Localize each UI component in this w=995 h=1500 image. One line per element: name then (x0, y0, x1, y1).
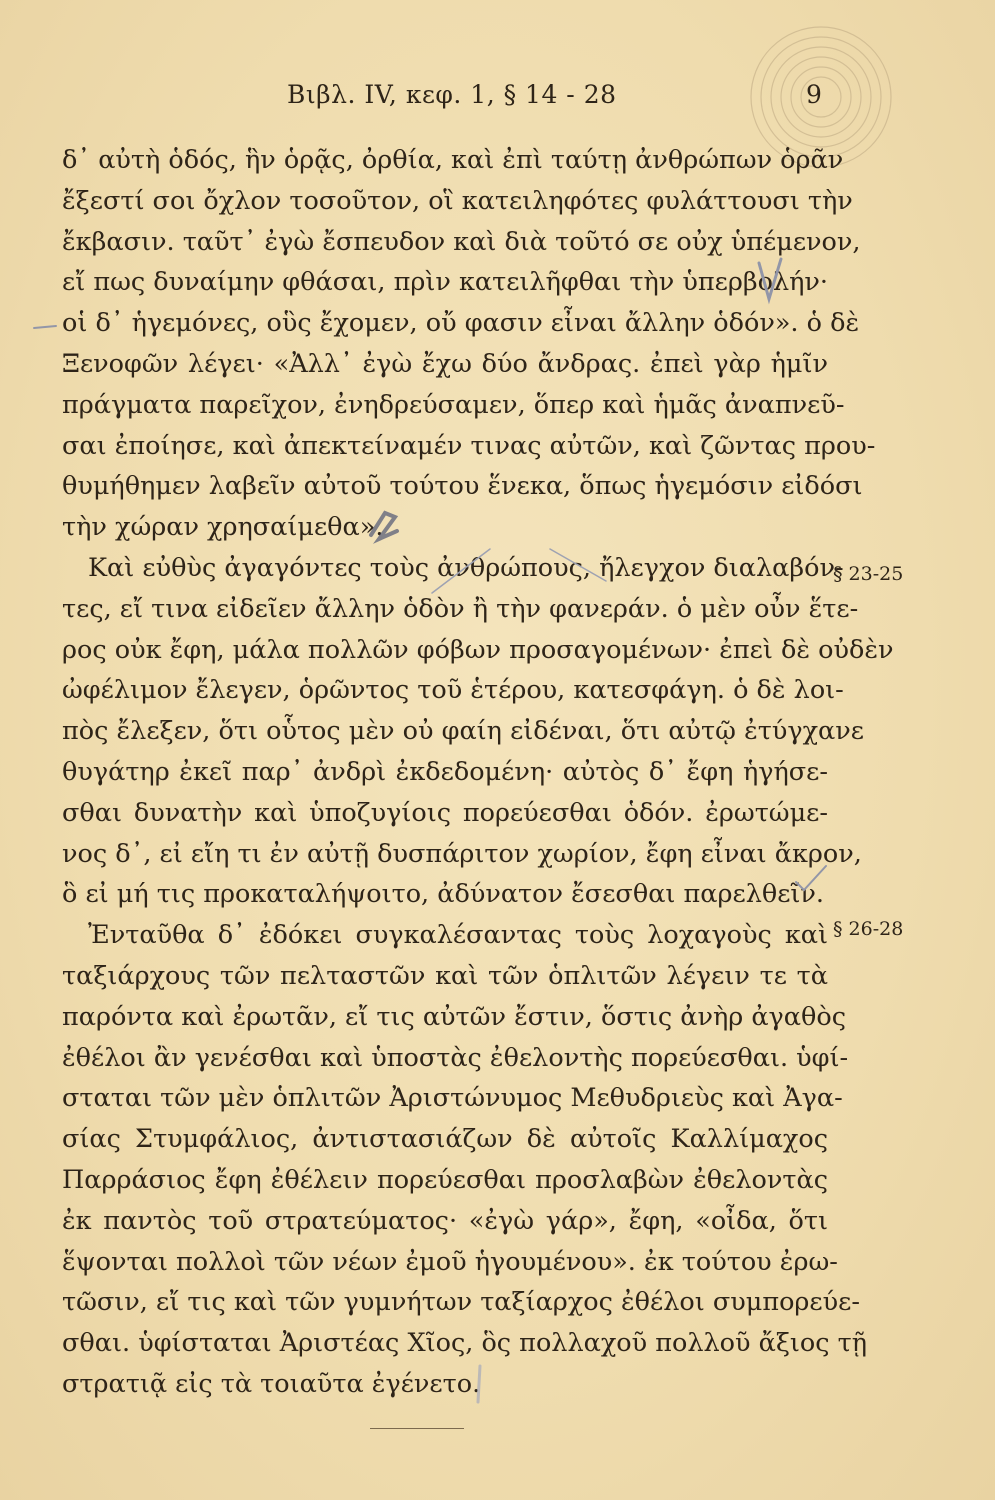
text-line: ὠφέλιμον ἔλεγεν, ὁρῶντος τοῦ ἑτέρου, κατεσφάγη. ὁ δὲ λοι- (62, 675, 844, 706)
text-line: ἔξεστί σοι ὄχλον τοσοῦτον, οἳ κατειληφότες φυλάττουσι τὴν (62, 185, 853, 216)
text-line: ρος οὐκ ἔφη, μάλα πολλῶν φόβων προσαγομένων· ἐπεὶ δὲ οὐδὲν (62, 634, 894, 665)
text-line: σίας Στυμφάλιος, ἀντιστασιάζων δὲ αὐτοῖς Καλλίμαχος (62, 1124, 828, 1155)
text-line: πὸς ἔλεξεν, ὅτι οὗτος μὲν οὐ φαίη εἰδέναι, ὅτι αὐτῷ ἐτύγχανε (62, 716, 864, 747)
text-line: ἕψονται πολλοὶ τῶν νέων ἐμοῦ ἡγουμένου». ἐκ τούτου ἐρω- (62, 1246, 838, 1277)
pencil-stroke-icon (32, 316, 60, 336)
text-line: οἱ δ᾽ ἡγεμόνες, οὓς ἔχομεν, οὔ φασιν εἶναι ἄλλην ὁδόν». ὁ δὲ (62, 308, 860, 339)
running-title: Βιβλ. IV, κεφ. 1, § 14 - 28 (287, 80, 617, 109)
text-line: εἴ πως δυναίμην φθάσαι, πρὶν κατειλῆφθαι τὴν ὑπερβολήν· (62, 267, 828, 298)
text-line: παρόντα καὶ ἐρωτᾶν, εἴ τις αὐτῶν ἔστιν, ὅστις ἀνὴρ ἀγαθὸς (62, 1001, 846, 1032)
text-line: θυμήθημεν λαβεῖν αὐτοῦ τούτου ἕνεκα, ὅπως ἡγεμόσιν εἰδόσι (62, 471, 863, 502)
text-line: ταξιάρχους τῶν πελταστῶν καὶ τῶν ὁπλιτῶν λέγειν τε τὰ (62, 960, 828, 991)
page-number: 9 (806, 80, 822, 109)
text-line: τῶσιν, εἴ τις καὶ τῶν γυμνήτων ταξίαρχος ἐθέλοι συμπορεύε- (62, 1287, 860, 1318)
text-line: σθαι δυνατὴν καὶ ὑποζυγίοις πορεύεσθαι ὁδόν. ἐρωτώμε- (62, 797, 828, 828)
text-line: σαι ἐποίησε, καὶ ἀπεκτείναμέν τινας αὐτῶν, καὶ ζῶντας πρου- (62, 430, 876, 461)
text-line: Καὶ εὐθὺς ἀγαγόντες τοὺς ἀνθρώπους, ἤλεγχον διαλαβόν- (88, 552, 844, 583)
text-line: θυγάτηρ ἐκεῖ παρ᾽ ἀνδρὶ ἐκδεδομένη· αὐτὸς δ᾽ ἔφη ἡγήσε- (62, 756, 828, 787)
text-line: ἐθέλοι ἂν γενέσθαι καὶ ὑποστὰς ἐθελοντὴς πορεύεσθαι. ὑφί- (62, 1042, 849, 1073)
text-line: ἔκβασιν. ταῦτ᾽ ἐγὼ ἔσπευδον καὶ διὰ τοῦτό σε οὐχ ὑπέμενον, (62, 226, 861, 257)
text-line: Ξενοφῶν λέγει· «Ἀλλ᾽ ἐγὼ ἔχω δύο ἄνδρας. ἐπεὶ γὰρ ἡμῖν (62, 348, 828, 379)
margin-note-23-25: § 23-25 (833, 563, 904, 585)
text-line: Ἐνταῦθα δ᾽ ἐδόκει συγκαλέσαντας τοὺς λοχαγοὺς καὶ (88, 920, 828, 951)
text-line: σταται τῶν μὲν ὁπλιτῶν Ἀριστώνυμος Μεθυδριεὺς καὶ Ἀγα- (62, 1083, 843, 1114)
text-line: στρατιᾷ εἰς τὰ τοιαῦτα ἐγένετο. (62, 1368, 481, 1399)
text-line: Παρράσιος ἔφη ἐθέλειν πορεύεσθαι προσλαβὼν ἐθελοντὰς (62, 1164, 828, 1195)
text-line: δ᾽ αὐτὴ ὁδός, ἣν ὁρᾷς, ὀρθία, καὶ ἐπὶ ταύτῃ ἀνθρώπων ὁρᾶν (62, 145, 844, 175)
text-line: τὴν χώραν χρησαίμεθα». (62, 512, 384, 543)
text-line: ὃ εἰ μή τις προκαταλήψοιτο, ἀδύνατον ἔσεσθαι παρελθεῖν. (62, 879, 825, 910)
closing-rule (370, 1428, 464, 1429)
margin-note-26-28: § 26-28 (833, 918, 904, 940)
text-line: σθαι. ὑφίσταται Ἀριστέας Χῖος, ὃς πολλαχοῦ πολλοῦ ἄξιος τῇ (62, 1328, 868, 1359)
running-head (0, 80, 995, 120)
paragraph-3 (62, 915, 868, 1405)
text-line: ἐκ παντὸς τοῦ στρατεύματος· «ἐγὼ γάρ», ἔφη, «οἶδα, ὅτι (62, 1205, 828, 1236)
text-line: πράγματα παρεῖχον, ἐνηδρεύσαμεν, ὅπερ καὶ ἡμᾶς ἀναπνεῦ- (62, 389, 845, 420)
text-line: νος δ᾽, εἰ εἴη τι ἐν αὐτῇ δυσπάριτον χωρίον, ἔφη εἶναι ἄκρον, (62, 838, 862, 869)
paragraph-1 (62, 140, 876, 548)
text-line: τες, εἴ τινα εἰδεῖεν ἄλλην ὁδὸν ἢ τὴν φανεράν. ὁ μὲν οὖν ἕτε- (62, 593, 859, 624)
